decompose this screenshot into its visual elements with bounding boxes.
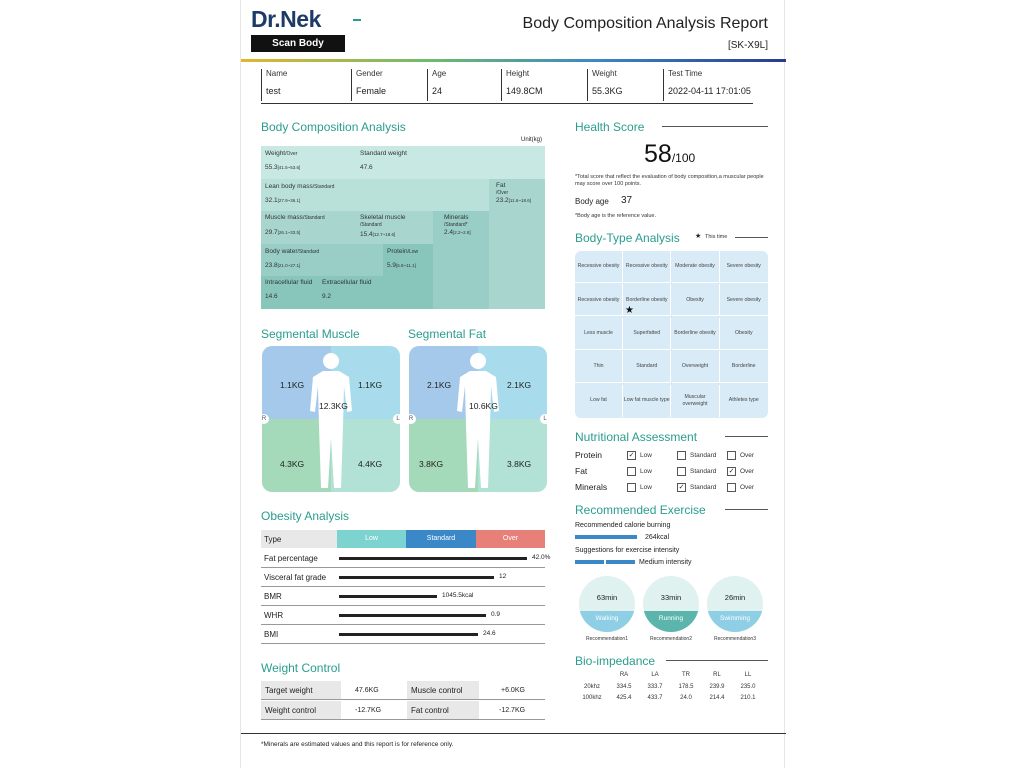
info-divider xyxy=(261,103,753,104)
nutrition-checkbox-standard: ✓ xyxy=(678,484,685,491)
bca-std-weight-label: Standard weight xyxy=(360,150,407,157)
info-name: Name test xyxy=(261,69,351,101)
body-type-rule xyxy=(735,237,768,238)
brand-logo: Dr.Nek xyxy=(251,6,321,32)
bca-icf-value: 14.6 xyxy=(265,293,278,300)
obesity-header-low: Low xyxy=(337,530,406,548)
body-type-cell: Borderline obesity xyxy=(672,318,720,350)
body-type-cell: Recessive obesity xyxy=(575,251,623,283)
obesity-row xyxy=(261,568,545,587)
body-type-grid xyxy=(575,251,768,418)
exercise-caption: Recommendation1 xyxy=(586,636,628,642)
bio-value: 210.1 xyxy=(740,695,756,701)
nutrition-row-label: Protein xyxy=(575,450,602,460)
obesity-row-label: BMI xyxy=(264,630,279,639)
nutrition-option-label: Over xyxy=(740,468,755,475)
obesity-header xyxy=(261,530,545,548)
obesity-row-value: 1045.5kcal xyxy=(442,592,474,599)
body-type-cell: Less muscle xyxy=(575,318,623,350)
body-silhouette-icon xyxy=(448,350,508,490)
info-weight: Weight 55.3KG xyxy=(587,69,663,101)
seg-fat-panel xyxy=(409,346,547,492)
bca-skm-sub: /Standard xyxy=(360,222,382,228)
intensity-bar-2 xyxy=(606,560,635,564)
nutrition-checkbox-low xyxy=(627,483,636,492)
bca-skm-value: 15.4[12.7~18.6] xyxy=(360,231,396,238)
nutrition-option-label: Over xyxy=(740,484,755,491)
fat-trunk-value: 10.6KG xyxy=(469,401,498,411)
bca-min-value: 2.4[2.2~2.8] xyxy=(444,229,471,236)
exercise-activity: Running xyxy=(658,615,684,622)
health-score-note: *Total score that reflect the evaluation of body composition,a muscular people may score over 100 points. xyxy=(575,174,764,187)
info-height: Height 149.8CM xyxy=(501,69,587,101)
exercise-duration: 26min xyxy=(724,593,746,602)
nutrition-row-label: Fat xyxy=(575,466,588,476)
fat-left-leg-value: 3.8KG xyxy=(507,459,532,469)
obesity-row-value: 0.9 xyxy=(491,611,501,618)
obesity-bar xyxy=(339,576,494,579)
nutrition-option-label: Standard xyxy=(690,452,717,459)
bca-muscle-value: 29.7[26.1~33.5] xyxy=(265,229,301,236)
bca-ecf-value: 9.2 xyxy=(322,293,332,300)
bio-value: 24.0 xyxy=(680,695,692,701)
body-type-cell: Muscular overweight xyxy=(672,385,720,417)
body-age-note: *Body age is the reference value. xyxy=(575,213,657,219)
nutrition-option-label: Low xyxy=(640,452,652,459)
exercise-circle xyxy=(579,576,635,632)
obesity-header-type: Type xyxy=(261,530,337,548)
bca-fat-sub: /Over xyxy=(496,190,509,196)
muscle-right-leg-value: 4.3KG xyxy=(280,459,305,469)
obesity-bar xyxy=(339,595,437,598)
exercise-circle xyxy=(643,576,699,632)
bio-value: 433.7 xyxy=(647,695,663,701)
body-type-cell: Thin xyxy=(575,351,623,383)
weight-control-label: Weight control xyxy=(261,701,341,720)
obesity-row xyxy=(261,625,545,644)
body-type-cell: Low fat xyxy=(575,385,623,417)
muscle-left-leg-value: 4.4KG xyxy=(358,459,383,469)
header-gradient-bar xyxy=(241,59,786,62)
body-age-value: 37 xyxy=(621,195,633,206)
target-weight-label: Target weight xyxy=(261,681,341,700)
obesity-header-over: Over xyxy=(476,530,545,548)
weight-control-value: -12.7KG xyxy=(341,701,407,720)
fat-left-arm-value: 2.1KG xyxy=(507,380,532,390)
body-type-cell: Borderline obesity xyxy=(623,284,671,316)
exercise-activity: Swimming xyxy=(720,615,750,622)
body-silhouette-icon xyxy=(301,350,361,490)
intensity-bar-1 xyxy=(575,560,604,564)
bca-icf-label: Intracellular fluid xyxy=(265,279,313,286)
body-type-title: Body-Type Analysis xyxy=(575,231,680,245)
bio-rule xyxy=(666,660,768,661)
body-type-cell: Overweight xyxy=(672,351,720,383)
obesity-row xyxy=(261,549,551,568)
bio-frequency: 20khz xyxy=(583,684,600,690)
fat-right-leg-value: 3.8KG xyxy=(419,459,444,469)
exercise-rule xyxy=(725,509,768,510)
info-gender: Gender Female xyxy=(351,69,427,101)
exercise-activity: Walking xyxy=(595,615,619,622)
nutrition-option-label: Low xyxy=(640,484,652,491)
nutrition-row-label: Minerals xyxy=(575,482,608,492)
info-test-time: Test Time 2022-04-11 17:01:05 xyxy=(663,69,755,101)
health-score xyxy=(644,140,695,169)
target-weight-value: 47.6KG xyxy=(341,681,407,700)
muscle-trunk-value: 12.3KG xyxy=(319,401,348,411)
body-type-cell: Recessive obesity xyxy=(623,251,671,283)
obesity-bar xyxy=(339,557,527,560)
star-icon: ★ xyxy=(695,233,702,240)
body-type-cell: Obesity xyxy=(720,318,768,350)
obesity-bar xyxy=(339,614,486,617)
body-type-cell: Athletes type xyxy=(728,397,759,404)
bio-value: 178.5 xyxy=(678,684,694,690)
health-score-rule xyxy=(662,126,768,127)
bca-ecf-label: Extracellular fluid xyxy=(322,279,372,286)
nutrition-checkbox-over: ✓ xyxy=(728,468,735,475)
bca-unit: Unit(kg) xyxy=(521,137,543,143)
body-type-cell: Recessive obesity xyxy=(575,284,623,316)
body-type-cell: Severe obesity xyxy=(720,284,768,316)
bio-frequency: 100khz xyxy=(582,695,602,701)
exercise-caption: Recommendation3 xyxy=(714,636,756,642)
bca-water-value: 23.8[21.0~27.1] xyxy=(265,262,301,269)
report-page xyxy=(240,0,785,768)
footer-divider xyxy=(241,733,786,734)
muscle-left-arm-value: 1.1KG xyxy=(358,380,383,390)
nutrition-option-label: Standard xyxy=(690,468,717,475)
bca-skm-label: Skeletal muscle xyxy=(360,214,406,221)
fat-right-side-marker: R xyxy=(409,414,416,424)
nutrition-rule xyxy=(725,436,768,437)
body-type-legend: This time xyxy=(705,234,728,240)
brand-badge: Scan Body xyxy=(251,35,345,52)
bca-weight-label: Weight/Over xyxy=(265,150,298,157)
body-age-label: Body age xyxy=(575,197,609,206)
logo-dash xyxy=(353,19,361,21)
obesity-title: Obesity Analysis xyxy=(261,509,350,523)
body-type-cell: Superfatted xyxy=(623,318,671,350)
bio-value: 333.7 xyxy=(647,684,663,690)
exercise-duration: 63min xyxy=(596,593,618,602)
exercise-duration: 33min xyxy=(660,593,682,602)
obesity-row-value: 42.0% xyxy=(532,554,551,561)
weight-control-table xyxy=(261,681,545,721)
body-type-cell: Low fat muscle type xyxy=(623,385,671,417)
exercise-circle xyxy=(707,576,763,632)
fat-left-side-marker: L xyxy=(540,414,547,424)
bca-protein-label: Protein/Low xyxy=(387,248,419,255)
bca-title: Body Composition Analysis xyxy=(261,120,406,134)
nutrition-checkbox-low xyxy=(627,467,636,476)
bio-title: Bio-impedance xyxy=(575,654,656,668)
health-score-value: 58 xyxy=(644,140,672,168)
nutrition-checkbox-standard xyxy=(677,451,686,460)
obesity-bar xyxy=(339,633,478,636)
exercise-caption: Recommendation2 xyxy=(650,636,692,642)
model-id: [SK-X9L] xyxy=(727,40,768,51)
muscle-left-side-marker: L xyxy=(393,414,400,424)
obesity-row xyxy=(261,587,545,606)
body-type-cell: Moderate obesity xyxy=(672,251,720,283)
bca-min-sub: /Standard* xyxy=(444,222,468,228)
bio-column-header: TR xyxy=(682,672,690,678)
health-score-max: /100 xyxy=(671,151,696,165)
bio-value: 239.9 xyxy=(709,684,725,690)
calorie-label: Recommended calorie burning xyxy=(575,522,671,529)
muscle-control-value: +6.0KG xyxy=(479,681,545,700)
bca-std-weight-value: 47.6 xyxy=(360,164,373,171)
seg-muscle-panel xyxy=(262,346,400,492)
info-age: Age 24 xyxy=(427,69,501,101)
fat-control-label: Fat control xyxy=(407,701,479,720)
bio-value: 425.4 xyxy=(616,695,632,701)
nutrition-option-label: Low xyxy=(640,468,652,475)
bio-value: 334.5 xyxy=(616,684,632,690)
bca-fat-value: 23.2[11.6~18.6] xyxy=(496,197,531,204)
obesity-header-standard: Standard xyxy=(406,530,476,548)
muscle-control-label: Muscle control xyxy=(407,681,479,700)
seg-fat-title: Segmental Fat xyxy=(408,327,487,341)
health-score-title: Health Score xyxy=(575,120,645,134)
nutrition-option-label: Over xyxy=(740,452,755,459)
calorie-bar xyxy=(575,535,637,539)
intensity-label: Suggestions for exercise intensity xyxy=(575,547,680,554)
nutrition-checkbox-low: ✓ xyxy=(628,452,635,459)
bca-min-label: Minerals xyxy=(444,214,469,221)
calorie-value: 264kcal xyxy=(645,534,670,541)
nutrition-option-label: Standard xyxy=(690,484,717,491)
body-type-cell: Severe obesity xyxy=(720,251,768,283)
bio-column-header: LA xyxy=(651,672,659,678)
bca-lbm-label: Lean body mass/Standard xyxy=(265,183,335,190)
intensity-value: Medium intensity xyxy=(639,559,692,566)
nutrition-checkbox-over xyxy=(727,451,736,460)
bio-value: 235.0 xyxy=(740,684,756,690)
bca-lbm-value: 32.1[27.9~36.1] xyxy=(265,197,301,204)
bio-value: 214.4 xyxy=(709,695,725,701)
report-title: Body Composition Analysis Report xyxy=(522,15,768,32)
bca-weight-value: 55.3[41.5~53.6] xyxy=(265,164,301,171)
nutrition-checkbox-over xyxy=(727,483,736,492)
bio-column-header: RA xyxy=(619,672,629,678)
obesity-row-value: 12 xyxy=(499,573,507,580)
nutrition-title: Nutritional Assessment xyxy=(575,430,698,444)
body-type-cell: Obesity xyxy=(672,284,720,316)
obesity-row-label: WHR xyxy=(264,611,284,620)
bio-column-header: LL xyxy=(744,672,752,678)
fat-control-value: -12.7KG xyxy=(479,701,545,720)
weight-control-title: Weight Control xyxy=(261,661,341,675)
body-type-cell: Standard xyxy=(623,351,671,383)
exercise-title: Recommended Exercise xyxy=(575,503,706,517)
muscle-right-arm-value: 1.1KG xyxy=(280,380,305,390)
seg-muscle-title: Segmental Muscle xyxy=(261,327,360,341)
bca-muscle-label: Muscle mass/Standard xyxy=(265,214,325,221)
bca-water-label: Body water/Standard xyxy=(265,248,320,255)
footer-note: *Minerals are estimated values and this report is for reference only. xyxy=(261,741,454,748)
obesity-row-label: Fat percentage xyxy=(264,554,318,563)
obesity-row-label: Visceral fat grade xyxy=(264,573,327,582)
obesity-row xyxy=(261,606,545,625)
bca-protein-value: 5.9[6.8~11.1] xyxy=(387,262,416,269)
nutrition-checkbox-standard xyxy=(677,467,686,476)
fat-right-arm-value: 2.1KG xyxy=(427,380,452,390)
body-type-cell: Borderline xyxy=(720,351,768,383)
current-body-type-star-icon: ★ xyxy=(625,305,634,316)
bca-fat-label: Fat xyxy=(496,182,506,189)
muscle-right-side-marker: R xyxy=(262,414,269,424)
bio-column-header: RL xyxy=(713,672,721,678)
obesity-row-label: BMR xyxy=(264,592,282,601)
obesity-row-value: 24.6 xyxy=(483,630,496,637)
